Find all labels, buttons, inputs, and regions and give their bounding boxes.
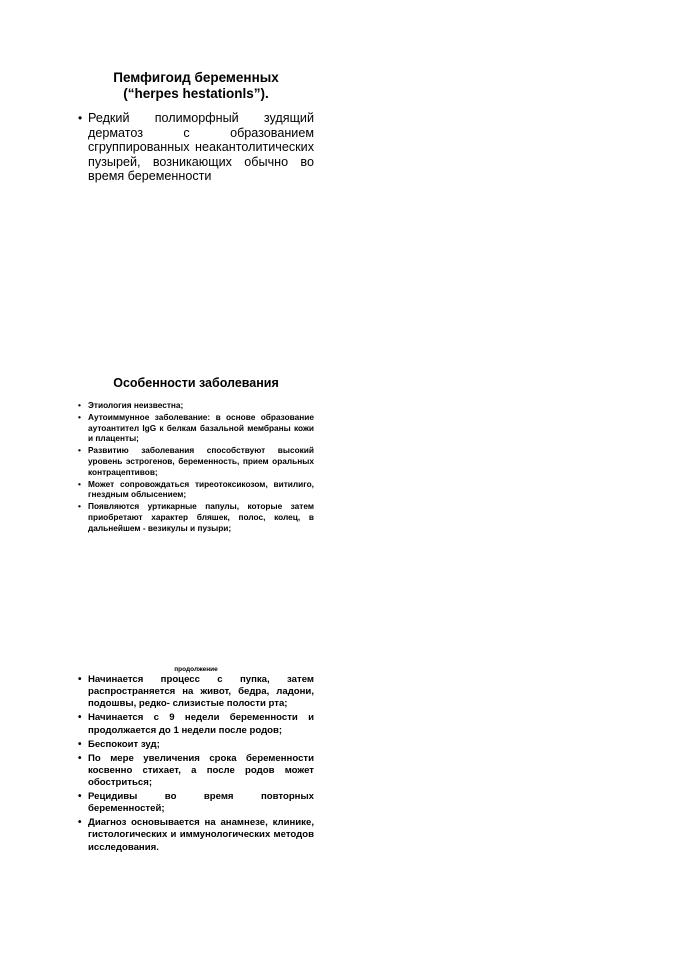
list-item: • Редкий полиморфный зудящий дерматоз с образованием сгруппированных неакантолитических пузырей, возникающих обычно во время беременности xyxy=(78,111,314,184)
list-item: • Диагноз основывается на анамнезе, клинике, гистологических и иммунологических методов исследования. xyxy=(78,817,314,854)
slide-2 xyxy=(78,375,314,535)
list-item: • Аутоиммунное заболевание: в основе образование аутоантител IgG к белкам базальной мембраны кожи и плаценты; xyxy=(78,412,314,444)
slide-1-bullet-list xyxy=(78,111,314,184)
slide-3-subtitle: продолжение xyxy=(174,666,218,673)
list-item: • Начинается процесс с пупка, затем распространяется на живот, бедра, ладони, подошвы, редко- слизистые полости рта; xyxy=(78,674,314,711)
list-item: • Этиология неизвестна; xyxy=(78,400,314,411)
list-item: • Развитию заболевания способствуют высокий уровень эстрогенов, беременность, прием оральных контрацептивов; xyxy=(78,445,314,477)
slide-1 xyxy=(78,70,314,184)
slide-3 xyxy=(78,666,314,856)
list-item: • По мере увеличения срока беременности косвенно стихает, а после родов может обостриться; xyxy=(78,753,314,790)
list-item: • Рецидивы во время повторных беременностей; xyxy=(78,791,314,815)
slide-2-bullet-list xyxy=(78,400,314,533)
list-item: • Может сопровождаться тиреотоксикозом, витилиго, гнездным облысением; xyxy=(78,479,314,500)
list-item: • Беспокоит зуд; xyxy=(78,739,314,751)
slide-2-title: Особенности заболевания xyxy=(113,376,279,390)
slide-1-title: Пемфигоид беременных (“herpes hestationls”). xyxy=(113,70,279,101)
slide-3-bullet-list xyxy=(78,674,314,854)
list-item: • Появляются уртикарные папулы, которые затем приобретают характер бляшек, полос, колец, в дальнейшем - везикулы и пузыри; xyxy=(78,501,314,533)
list-item: • Начинается с 9 недели беременности и продолжается до 1 недели после родов; xyxy=(78,712,314,736)
